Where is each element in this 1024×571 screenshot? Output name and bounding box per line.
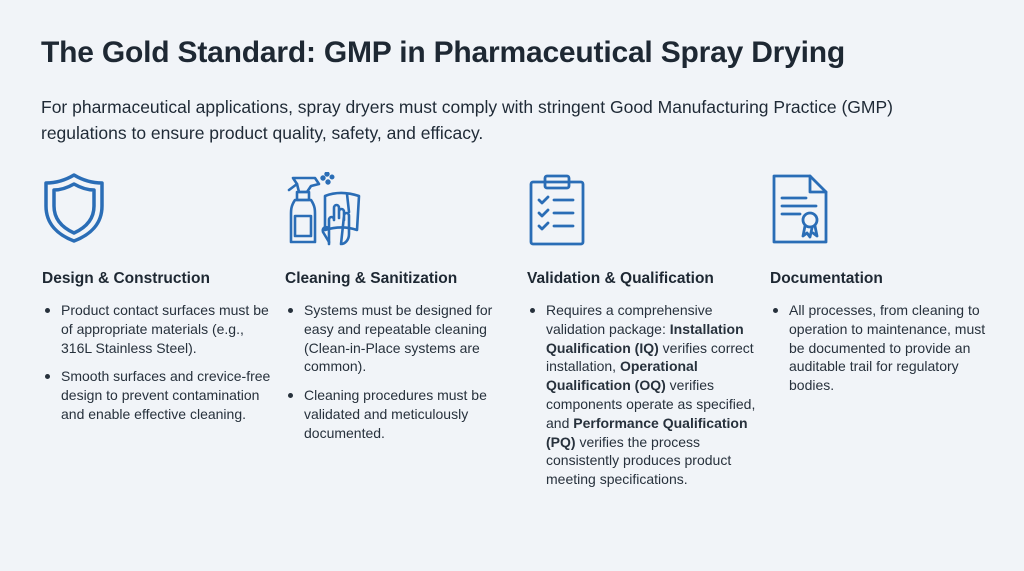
certificate-document-icon (770, 172, 1000, 252)
list-item: All processes, from cleaning to operation to maintenance, must be documented to provide an auditable trail for regulatory bodies. (770, 301, 1000, 395)
list-item: Smooth surfaces and crevice-free design to prevent contamination and enable effective cleaning. (42, 367, 272, 423)
intro-paragraph: For pharmaceutical applications, spray dryers must comply with stringent Good Manufacturing Practice (GMP) regulations to ensure product quality, safety, and efficacy. (41, 97, 893, 143)
documentation-section (770, 172, 1000, 405)
list-item: Systems must be designed for easy and repeatable cleaning (Clean-in-Place systems are common). (285, 301, 515, 376)
pq-label: Performance Qualification (PQ) (546, 414, 748, 450)
bullet-list (770, 301, 1000, 395)
section-heading: Documentation (770, 270, 883, 287)
section-heading: Validation & Qualification (527, 270, 714, 287)
bullet-list (285, 301, 515, 443)
list-item: Cleaning procedures must be validated and meticulously documented. (285, 386, 515, 442)
validation-qualification-section (527, 172, 757, 499)
design-construction-section (42, 172, 272, 434)
cleaning-sanitization-section (285, 172, 515, 453)
list-item: Requires a comprehensive validation package: Installation Qualification (IQ) verifies correct installation, Operational Qualification (OQ) verifies components operate as specified, and Performance Qualification (PQ) verifies the process consistently produces product meeting specifications. (527, 301, 757, 489)
clipboard-checklist-icon (527, 172, 757, 252)
section-heading: Cleaning & Sanitization (285, 270, 458, 287)
bullet-list (42, 301, 272, 424)
spray-bottle-cleaning-icon (285, 172, 515, 252)
section-heading: Design & Construction (42, 270, 210, 287)
page-title: The Gold Standard: GMP in Pharmaceutical Spray Drying (41, 36, 846, 69)
iq-label: Installation Qualification (IQ) (546, 320, 744, 356)
bullet-list (527, 301, 757, 489)
list-item: Product contact surfaces must be of appropriate materials (e.g., 316L Stainless Steel). (42, 301, 272, 357)
oq-label: Operational Qualification (OQ) (546, 358, 698, 394)
shield-icon (42, 172, 272, 252)
